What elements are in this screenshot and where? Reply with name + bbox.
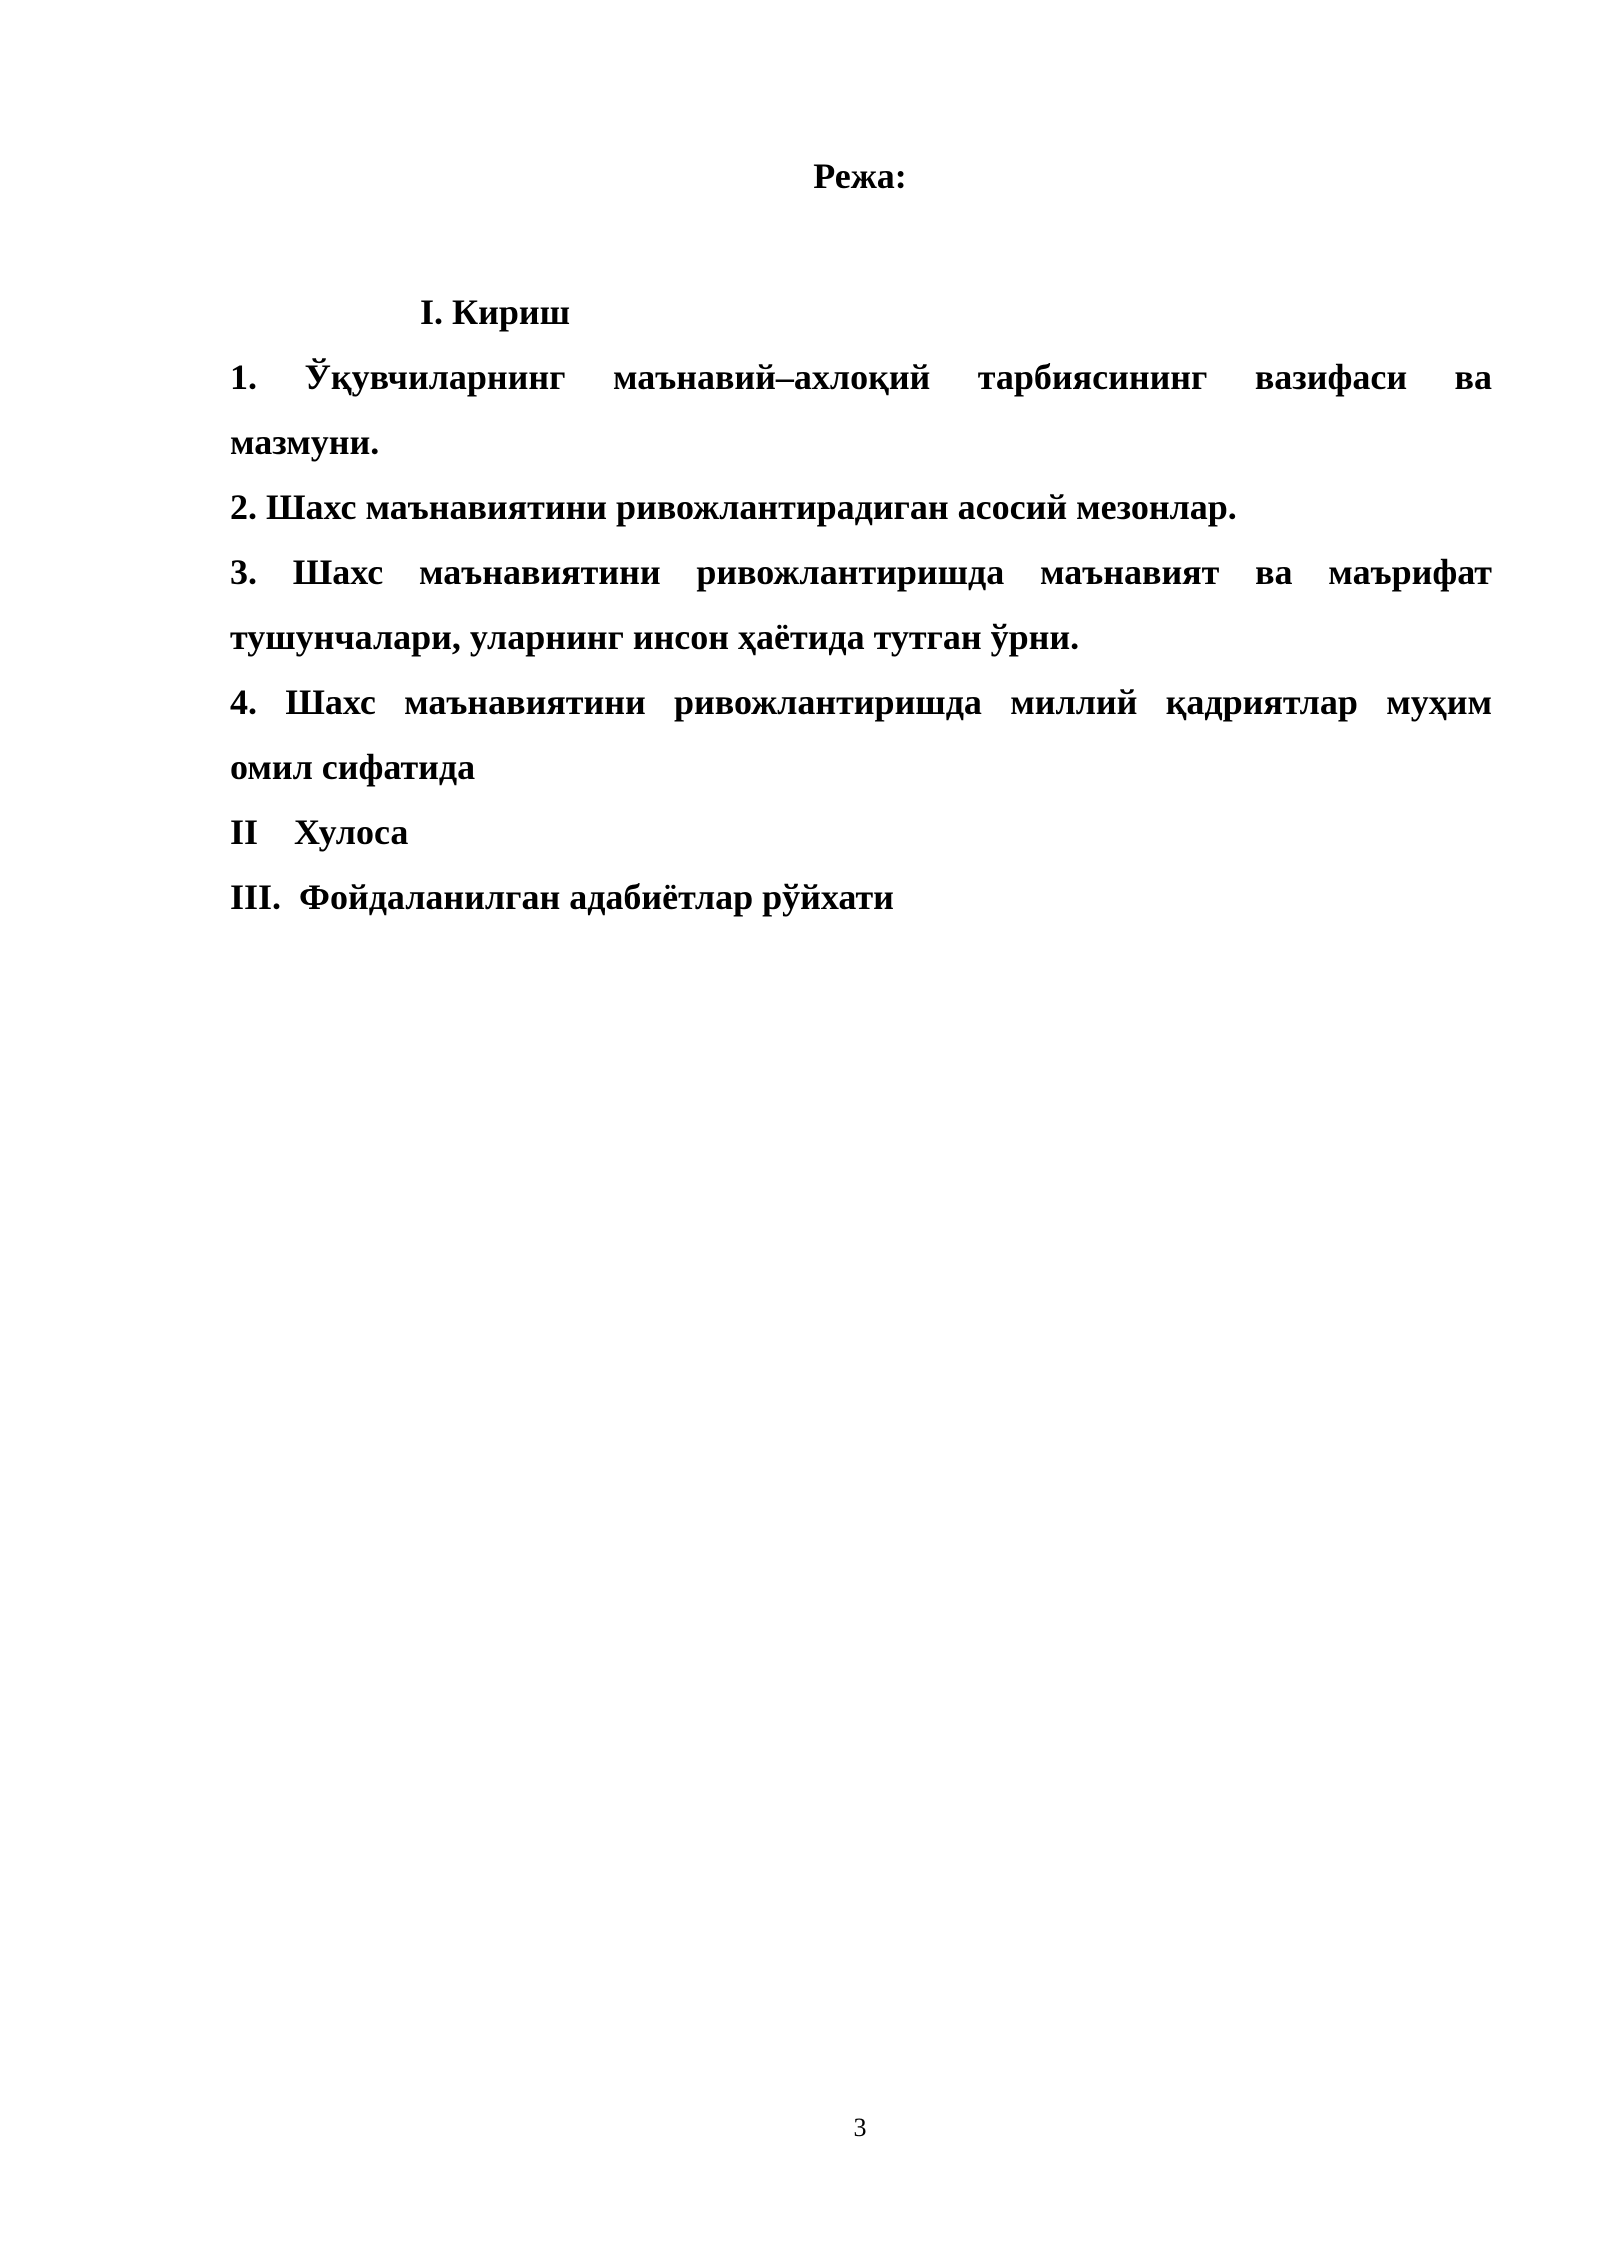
references-heading: III. Фойдаланилган адабиётлар рўйхати bbox=[230, 877, 894, 917]
intro-heading: I. Кириш bbox=[420, 292, 571, 332]
plan-item-3-line-1: 3. Шахс маънавиятини ривожлантиришда маънавият ва маърифат bbox=[230, 552, 1492, 592]
plan-item-2: 2. Шахс маънавиятини ривожлантирадиган асосий мезонлар. bbox=[230, 487, 1237, 527]
plan-item-3-line-2: тушунчалари, уларнинг инсон ҳаётида тутган ўрни. bbox=[230, 617, 1080, 657]
page-title: Режа: bbox=[813, 156, 907, 196]
plan-item-1-line-2: мазмуни. bbox=[230, 422, 380, 462]
plan-item-4-line-2: омил сифатида bbox=[230, 747, 476, 787]
plan-content bbox=[230, 280, 1492, 930]
conclusion-heading: II Хулоса bbox=[230, 812, 409, 852]
page-number: 3 bbox=[853, 2113, 867, 2142]
plan-item-1-line-1: 1. Ўқувчиларнинг маънавий–ахлоқий тарбиясининг вазифаси ва bbox=[230, 357, 1492, 397]
plan-item-4-line-1: 4. Шахс маънавиятини ривожлантиришда миллий қадриятлар муҳим bbox=[230, 682, 1492, 722]
